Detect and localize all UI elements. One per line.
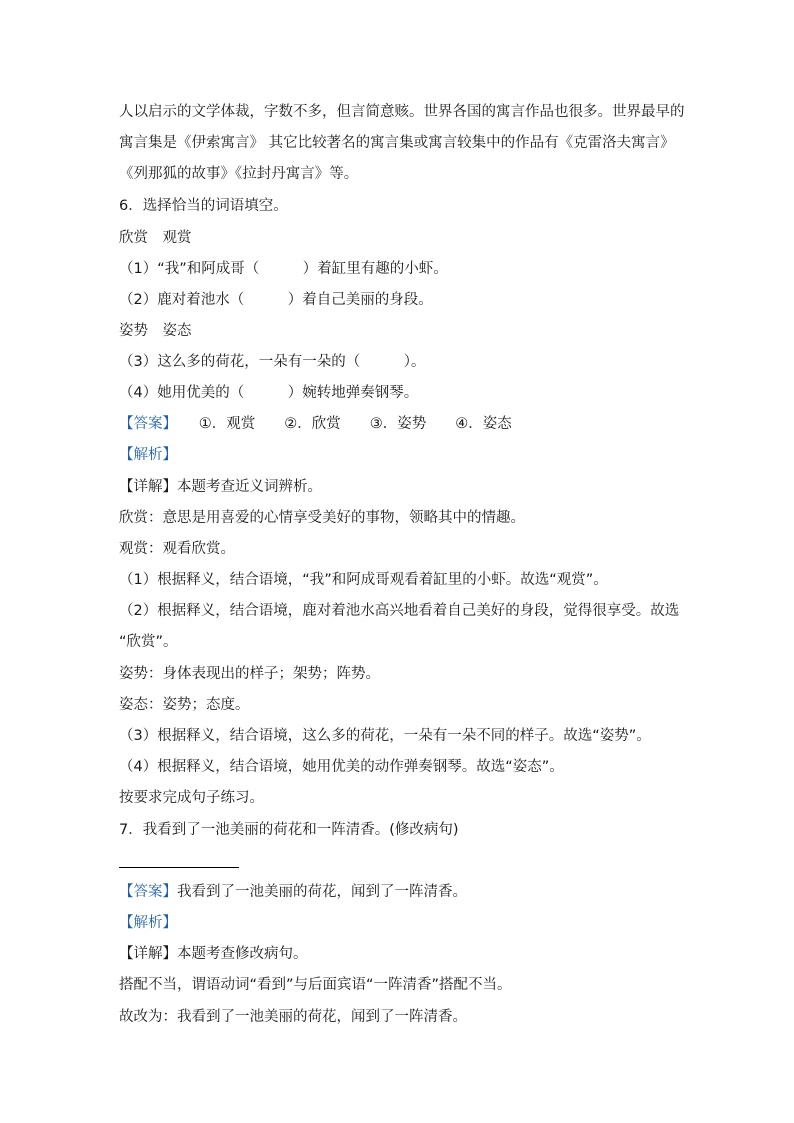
detail-tag: 【详解】: [119, 479, 177, 495]
explanation-line: （3）根据释义，结合语境，这么多的荷花，一朵有一朵不同的样子。故选“姿势”。: [119, 728, 651, 744]
answer-text: 我看到了一池美丽的荷花，闻到了一阵清香。: [177, 884, 467, 900]
question-6-stem: 6．选择恰当的词语填空。: [119, 198, 288, 214]
text-line: 《列那狐的故事》《拉封丹寓言》等。: [119, 166, 359, 182]
question-6-item-1: （1）“我”和阿成哥（ ）着缸里有趣的小虾。: [119, 261, 448, 277]
explanation-line: （2）根据释义，结合语境，鹿对着池水高兴地看着自己美好的身段，觉得很享受。故选: [119, 603, 680, 619]
question-7-stem: 7．我看到了一池美丽的荷花和一阵清香。(修改病句): [119, 822, 459, 838]
section-heading: 按要求完成句子练习。: [119, 790, 264, 806]
detail-text: 本题考查修改病句。: [177, 946, 308, 962]
detail-tag: 【详解】: [119, 946, 177, 962]
analysis-tag: 【解析】: [119, 447, 177, 463]
explanation-line: 姿态：姿势；态度。: [119, 697, 250, 713]
word-choice-2: 姿势 姿态: [119, 323, 192, 339]
analysis-tag: 【解析】: [119, 915, 177, 931]
answer-tag: 【答案】: [119, 884, 177, 900]
detail-line: [119, 944, 308, 964]
answer-text: ①．观赏 ②．欣赏 ③．姿势 ④．姿态: [169, 416, 512, 432]
explanation-line: （1）根据释义，结合语境，“我”和阿成哥观看着缸里的小虾。故选“观赏”。: [119, 572, 608, 588]
explanation-line: （4）根据释义，结合语境，她用优美的动作弹奏钢琴。故选“姿态”。: [119, 759, 564, 775]
explanation-line: 故改为：我看到了一池美丽的荷花，闻到了一阵清香。: [119, 1009, 467, 1025]
text-line: 人以启示的文学体裁，字数不多，但言简意赅。世界各国的寓言作品也很多。世界最早的: [119, 104, 685, 120]
word-choice-1: 欣赏 观赏: [119, 230, 192, 246]
answer-line: [119, 414, 512, 434]
question-6-item-4: （4）她用优美的（ ）婉转地弹奏钢琴。: [119, 385, 419, 401]
explanation-line: 欣赏：意思是用喜爱的心情享受美好的事物，领略其中的情趣。: [119, 510, 525, 526]
explanation-line: 搭配不当，谓语动词“看到”与后面宾语“一阵清香”搭配不当。: [119, 977, 512, 993]
question-6-item-2: （2）鹿对着池水（ ）着自己美丽的身段。: [119, 292, 433, 308]
explanation-line: “欣赏”。: [119, 634, 178, 650]
answer-blank-line: [119, 867, 239, 868]
detail-line: [119, 477, 322, 497]
question-6-item-3: （3）这么多的荷花，一朵有一朵的（ ）。: [119, 354, 426, 370]
text-line: 寓言集是《伊索寓言》 其它比较著名的寓言集或寓言较集中的作品有《克雷洛夫寓言》: [119, 135, 675, 151]
detail-text: 本题考查近义词辨析。: [177, 479, 322, 495]
answer-tag: 【答案】: [119, 416, 170, 432]
explanation-line: 姿势：身体表现出的样子；架势；阵势。: [119, 666, 380, 682]
explanation-line: 观赏：观看欣赏。: [119, 541, 235, 557]
answer-line: [119, 882, 467, 902]
